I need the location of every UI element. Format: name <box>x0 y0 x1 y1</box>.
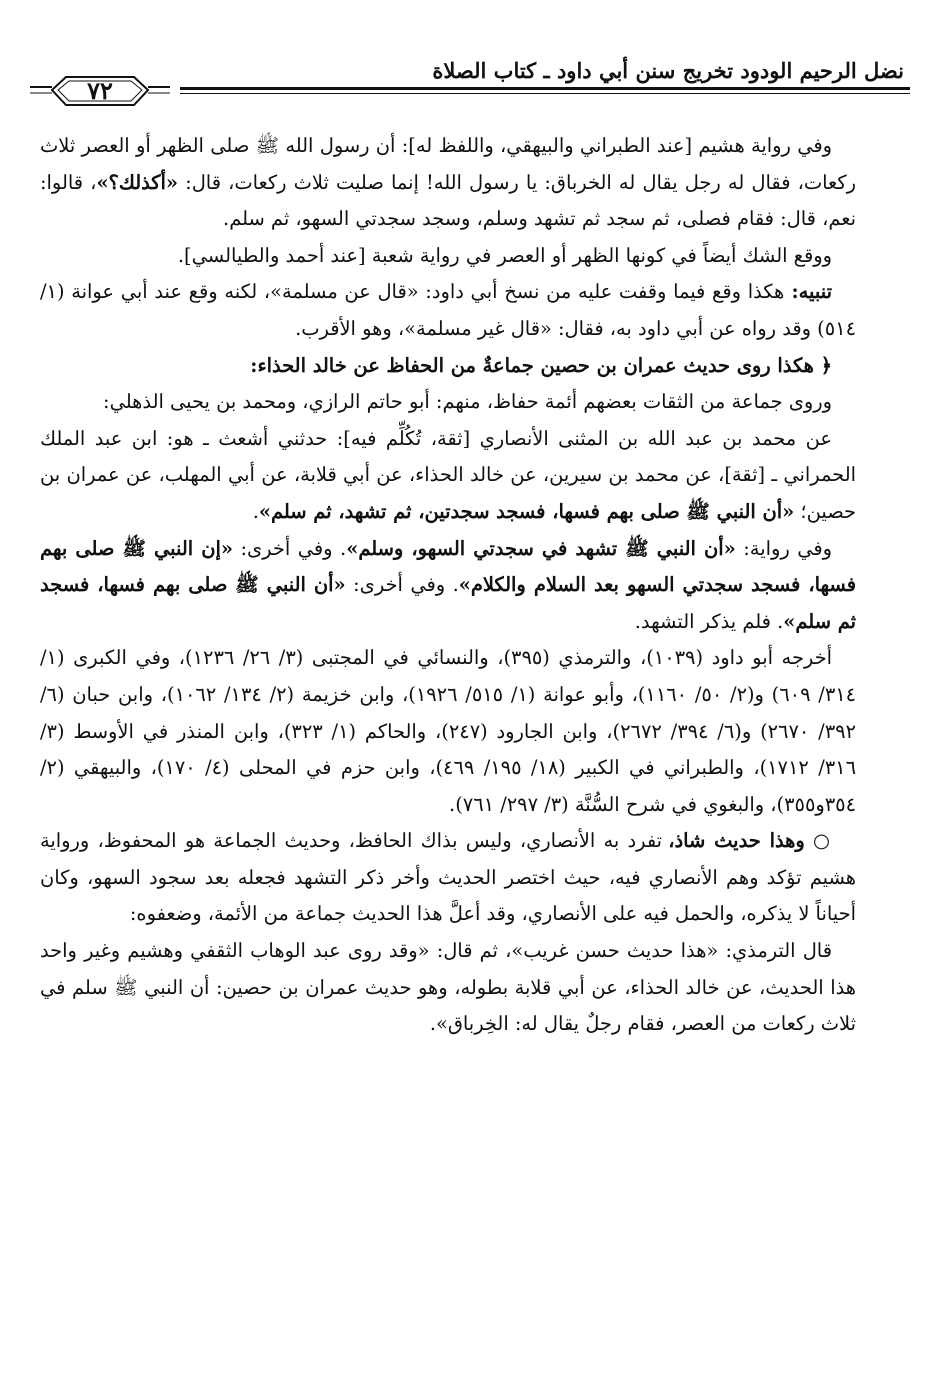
page-header <box>30 50 910 110</box>
text-run: قال الترمذي: «هذا حديث حسن غريب»، ثم قال: «وقد روى عبد الوهاب الثقفي وهشيم وغير واحد هذا الحديث، عن خالد الحذاء، عن أبي قلابة بطوله، وهو حديث عمران بن حصين: أن النبي ﷺ سلم في ثلاث ركعات من العصر، فقام رجلٌ يقال له: الخِرباق». <box>40 939 856 1036</box>
text-run: . فلم يذكر التشهد. <box>634 609 784 633</box>
text-run: عن محمد بن عبد الله بن المثنى الأنصاري [ثقة، تُكُلِّم فيه]: حدثني أشعث ـ هو: ابن عبد الملك الحمراني ـ [ثقة]، عن محمد بن سيرين، عن خالد الحذاء، عن أبي قلابة، عن أبي المهلب، عن عمران بن حصين؛ <box>40 426 856 523</box>
paragraph <box>40 274 856 347</box>
paragraph <box>40 128 856 238</box>
bold-run: «أن النبي ﷺ صلى بهم فسها، فسجد سجدتين، ثم تشهد، ثم سلم» <box>258 499 795 523</box>
bold-run: وهذا حديث شاذ، <box>668 829 805 853</box>
text-run: ○ <box>804 829 832 853</box>
text-run: ووقع الشك أيضاً في كونها الظهر أو العصر في رواية شعبة [عند أحمد والطيالسي]. <box>177 243 832 267</box>
bold-run: «أن النبي ﷺ تشهد في سجدتي السهو، وسلم» <box>346 536 736 560</box>
bold-run: «إن النبي ﷺ صلى بهم فسها، فسجد سجدتي السهو بعد السلام والكلام» <box>40 536 857 597</box>
header-rule-thin <box>180 93 910 94</box>
bold-run: «أكذلك؟» <box>96 170 179 194</box>
paragraph <box>40 531 856 641</box>
bold-run: «أن النبي ﷺ صلى بهم فسها، فسجد ثم سلم» <box>40 573 856 633</box>
bold-run: تنبيه: <box>784 280 832 304</box>
paragraph <box>40 238 856 275</box>
text-run: هكذا وقع فيما وقفت عليه من نسخ أبي داود: «قال عن مسلمة»، لكنه وقع عند أبي عوانة (١/ ٥١٤) وقد رواه عن أبي داود به، فقال: «قال غير مسلمة»، وهو الأقرب. <box>40 280 856 340</box>
page-number-badge <box>30 74 170 110</box>
text-run: . وفي أخرى: <box>232 536 347 560</box>
page-body <box>40 128 856 1043</box>
text-run: وفي رواية هشيم [عند الطبراني والبيهقي، واللفظ له]: أن رسول الله ﷺ صلى الظهر أو العصر ثلاث ركعات، فقال له رجل يقال له الخرباق: يا رسول الله! إنما صليت ثلاث ركعات، قال: <box>40 134 856 194</box>
paragraph <box>40 421 856 531</box>
paragraph <box>40 384 856 421</box>
text-run: ، قالوا: نعم، قال: فقام فصلى، ثم سجد ثم تشهد وسلم، وسجد سجدتي السهو، ثم سلم. <box>40 170 856 231</box>
text-run: تفرد به الأنصاري، وليس بذاك الحافظ، وحديث الجماعة هو المحفوظ، ورواية هشيم تؤكد وهم الأنصاري فيه، حيث اختصر الحديث وأخر ذكر التشهد فجعله بعد سجود السهو، وكان أحياناً لا يذكره، والحمل فيه على الأنصاري، وقد أعلَّ هذا الحديث جماعة من الأئمة، وضعفوه: <box>40 829 856 926</box>
page-number: ٧٢ <box>87 76 113 105</box>
running-title: نضل الرحيم الودود تخريج سنن أبي داود ـ كتاب الصلاة <box>432 58 904 83</box>
header-rule-thick <box>180 87 910 90</box>
text-run: وفي رواية: <box>735 536 832 560</box>
bold-run: ﴿ هكذا روى حديث عمران بن حصين جماعةٌ من الحفاظ عن خالد الحذاء: <box>250 353 832 377</box>
text-run: وروى جماعة من الثقات بعضهم أئمة حفاظ، منهم: أبو حاتم الرازي، ومحمد بن يحيى الذهلي: <box>103 390 832 414</box>
paragraph <box>40 823 856 933</box>
citation-paragraph <box>40 640 856 823</box>
paragraph <box>40 933 856 1043</box>
text-run: أخرجه أبو داود (١٠٣٩)، والترمذي (٣٩٥)، والنسائي في المجتبى (٣/ ٢٦/ ١٢٣٦)، وفي الكبرى (١/ ٣١٤/ ٦٠٩) و(٢/ ٥٠/ ١١٦٠)، وأبو عوانة (١/ ٥١٥/ ١٩٢٦)، وابن خزيمة (٢/ ١٣٤/ ١٠٦٢)، وابن حبان (٦/ ٣٩٢/ ٢٦٧٠) و(٦/ ٣٩٤/ ٢٦٧٢)، وابن الجارود (٢٤٧)، والحاكم (١/ ٣٢٣)، وابن المنذر في الأوسط (٣/ ٣١٦/ ١٧١٢)، والطبراني في الكبير (١٨/ ١٩٥/ ٤٦٩)، وابن حزم في المحلى (٤/ ١٧٠)، والبيهقي (٢/ ٣٥٤و٣٥٥)، والبغوي في شرح السُّنَّة (٣/ ٢٩٧/ ٧٦١). <box>40 646 857 816</box>
text-run: . وفي أخرى: <box>345 573 459 597</box>
text-run: . <box>252 499 259 523</box>
section-heading <box>40 348 856 385</box>
